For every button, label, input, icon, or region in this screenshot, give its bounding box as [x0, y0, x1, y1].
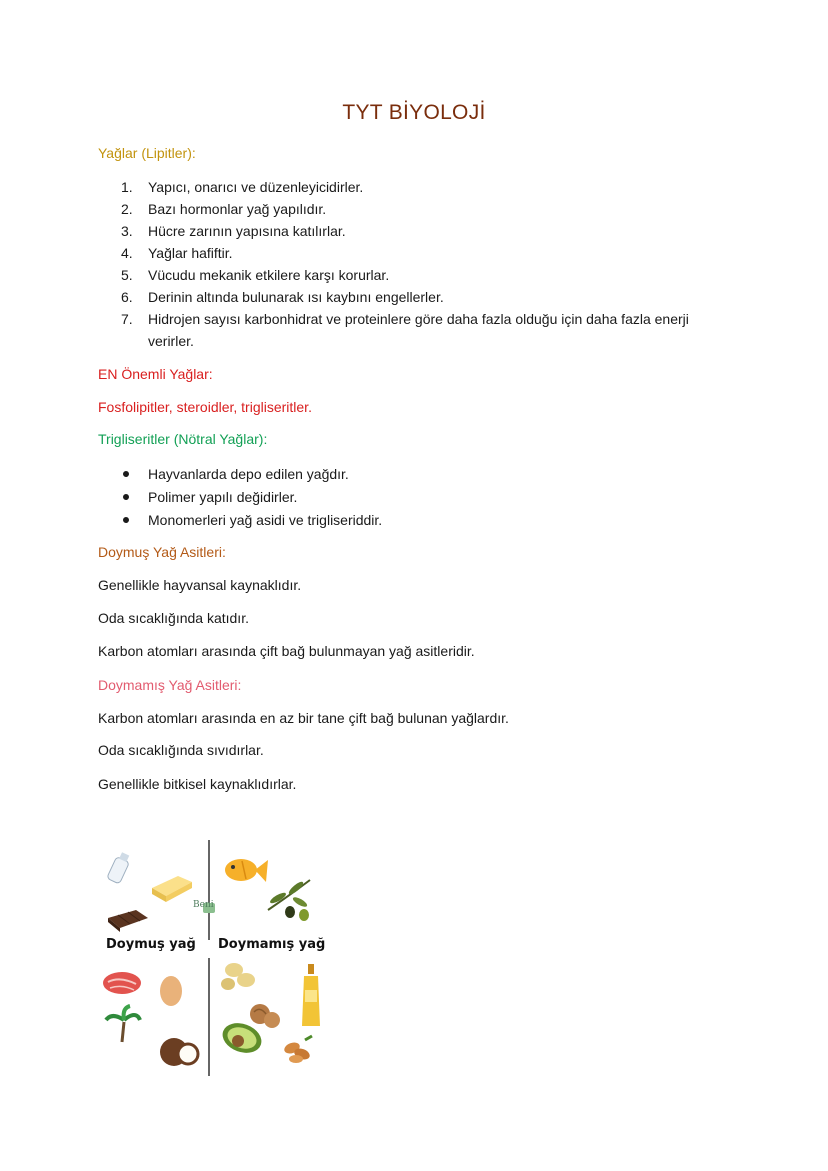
list-item: Polimer yapılı değidirler.	[148, 486, 718, 509]
list-item	[121, 264, 718, 286]
list-text: Hidrojen sayısı karbonhidrat ve proteinlere göre daha fazla olduğu için daha fazla enerji verirler.	[148, 311, 689, 349]
list-number: 1.	[121, 179, 133, 195]
meat-icon	[103, 972, 141, 994]
butter-icon	[152, 876, 192, 902]
logo-text: Beni	[193, 900, 214, 910]
list-number: 3.	[121, 223, 133, 239]
milk-bottle-icon	[107, 851, 132, 884]
saturated-line: Oda sıcaklığında katıdır.	[98, 610, 249, 626]
palm-tree-icon	[106, 1006, 140, 1042]
fats-figure	[100, 840, 325, 1080]
list-number: 5.	[121, 267, 133, 283]
unsaturated-fat-label: Doymamış yağ	[218, 937, 326, 952]
saturated-line: Genellikle hayvansal kaynaklıdır.	[98, 577, 302, 593]
fats-illustration	[100, 840, 325, 1080]
saturated-line: Karbon atomları arasında çift bağ bulunmayan yağ asitleridir.	[98, 643, 475, 659]
unsaturated-line: Oda sıcaklığında sıvıdırlar.	[98, 742, 264, 758]
page-title: TYT BİYOLOJİ	[342, 101, 486, 124]
list-text: Bazı hormonlar yağ yapılıdır.	[148, 201, 327, 217]
list-number: 2.	[121, 201, 133, 217]
list-item: Monomerleri yağ asidi ve trigliseriddir.	[148, 509, 718, 532]
list-item: Hayvanlarda depo edilen yağdır.	[148, 463, 718, 486]
list-text: Vücudu mekanik etkilere karşı korurlar.	[148, 267, 390, 283]
walnut-icon	[250, 1004, 280, 1028]
list-text: Yapıcı, onarıcı ve düzenleyicidirler.	[148, 179, 364, 195]
lipids-list	[121, 176, 718, 352]
list-item	[121, 286, 718, 308]
egg-icon	[160, 976, 182, 1006]
avocado-icon	[218, 1018, 265, 1058]
list-item	[121, 198, 718, 220]
list-item	[121, 220, 718, 242]
almond-icon	[283, 1036, 312, 1063]
important-heading: EN Önemli Yağlar:	[98, 366, 213, 382]
unsaturated-line: Genellikle bitkisel kaynaklıdırlar.	[98, 776, 297, 792]
list-item	[121, 176, 718, 198]
list-item	[121, 308, 718, 352]
list-number: 7.	[121, 311, 133, 327]
saturated-heading: Doymuş Yağ Asitleri:	[98, 544, 226, 560]
unsaturated-line: Karbon atomları arasında en az bir tane çift bağ bulunan yağlardır.	[98, 710, 509, 726]
triglycerides-heading: Trigliseritler (Nötral Yağlar):	[98, 431, 268, 447]
list-item	[121, 242, 718, 264]
oil-bottle-icon	[302, 964, 320, 1026]
unsaturated-heading: Doymamış Yağ Asitleri:	[98, 677, 242, 693]
fish-icon	[225, 859, 268, 882]
saturated-fat-label: Doymuş yağ	[106, 937, 196, 952]
important-text: Fosfolipitler, steroidler, trigliseritler.	[98, 399, 312, 415]
list-number: 6.	[121, 289, 133, 305]
lipids-heading: Yağlar (Lipitler):	[98, 145, 196, 161]
peanut-icon	[221, 963, 255, 990]
list-number: 4.	[121, 245, 133, 261]
chocolate-icon	[108, 910, 148, 932]
triglycerides-list	[148, 463, 718, 532]
coconut-icon	[160, 1038, 198, 1066]
olive-branch-icon	[268, 880, 310, 921]
list-text: Yağlar hafiftir.	[148, 245, 233, 261]
list-text: Hücre zarının yapısına katılırlar.	[148, 223, 346, 239]
list-text: Derinin altında bulunarak ısı kaybını engellerler.	[148, 289, 444, 305]
